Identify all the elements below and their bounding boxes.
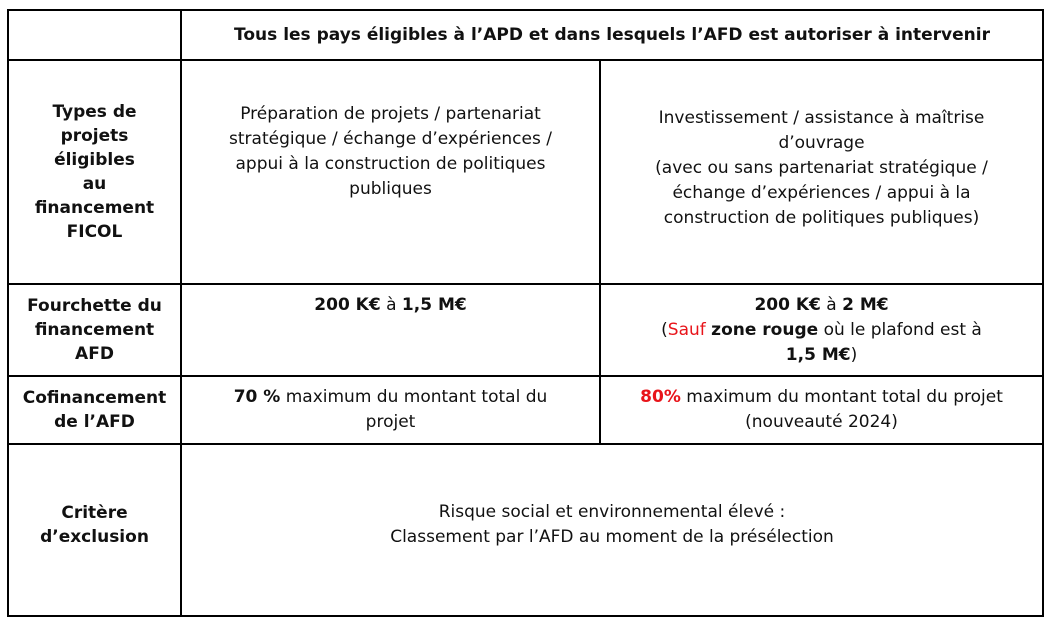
row-label-cofinancing: Cofinancement de l’AFD	[8, 376, 181, 444]
header-title: Tous les pays éligibles à l’APD et dans lesquels l’AFD est autoriser à intervenir	[181, 10, 1043, 60]
project-types-preparation-cell: Préparation de projets / partenariat stratégique / échange d’expériences / appui à la construction de politiques publiques	[181, 60, 600, 284]
funding-range-preparation-cell: 200 K€ à 1,5 M€	[181, 284, 600, 376]
table-row-cofinancing	[8, 376, 1043, 444]
funding-max: 2 M€	[842, 294, 889, 315]
row-label-funding-range: Fourchette du financement AFD	[8, 284, 181, 376]
table-row-exclusion-criteria	[8, 444, 1043, 616]
project-types-investment-cell: Investissement / assistance à maîtrise d’ouvrage (avec ou sans partenariat stratégique / échange d’expériences / appui à la construction de politiques publiques)	[600, 60, 1043, 284]
table-row-project-types	[8, 60, 1043, 284]
funding-max: 1,5 M€	[401, 295, 467, 315]
row-label-project-types: Types de projets éligibles au financement FICOL	[8, 60, 181, 284]
table-row-funding-range	[8, 284, 1043, 376]
row-label-exclusion-criteria: Critère d’exclusion	[8, 444, 181, 616]
funding-min: 200 K€	[314, 295, 381, 315]
header-row	[8, 10, 1043, 60]
ficol-eligibility-table	[7, 9, 1044, 617]
cofinancing-preparation-cell: 70 % maximum du montant total du projet	[181, 376, 600, 444]
red-zone-ceiling: 1,5 M€	[785, 344, 851, 365]
header-corner-cell	[8, 10, 181, 60]
red-zone-term: zone rouge	[711, 319, 819, 340]
cofinancing-percentage: 80%	[640, 387, 681, 407]
funding-min: 200 K€	[754, 294, 821, 315]
exception-word: Sauf	[667, 319, 706, 340]
funding-range-investment-cell: 200 K€ à 2 M€ (Sauf zone rouge où le plafond est à 1,5 M€)	[600, 284, 1043, 376]
cofinancing-percentage: 70 %	[233, 387, 281, 407]
cofinancing-investment-cell: 80% maximum du montant total du projet (nouveauté 2024)	[600, 376, 1043, 444]
exclusion-criteria-cell: Risque social et environnemental élevé : Classement par l’AFD au moment de la présélection	[181, 444, 1043, 616]
